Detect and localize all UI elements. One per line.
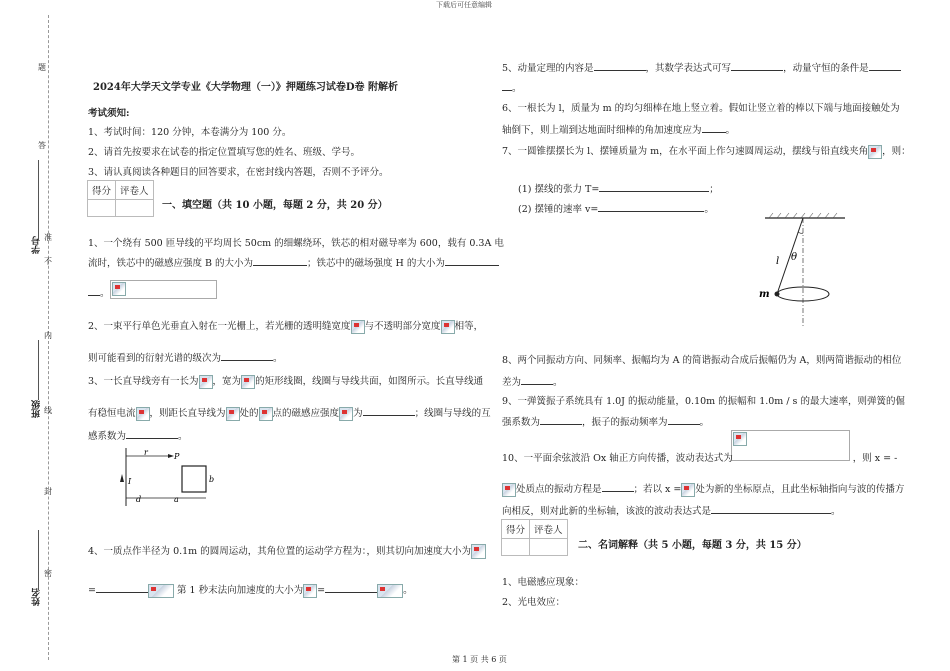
- q10-text-d: ；若以 x =: [633, 484, 682, 495]
- q6-answer[interactable]: [702, 123, 726, 133]
- q4-answer-an[interactable]: [325, 583, 377, 593]
- seal-char-1: 题: [38, 63, 46, 72]
- q6-end: 。: [725, 125, 736, 136]
- seal-char-7: 封: [44, 487, 52, 496]
- q3-text-i: ；线圈与导线的互: [414, 408, 491, 419]
- q3-fig-b: b: [209, 475, 215, 484]
- q7-text-b: ，则：: [882, 146, 911, 157]
- q2-text-a: 2、一束平行单色光垂直入射在一光栅上，若光栅的透明缝宽度: [88, 321, 351, 332]
- q2-end: 。: [273, 353, 283, 364]
- q5-answer-content[interactable]: [594, 61, 646, 71]
- q10-text-a: 10、一平面余弦波沿 Ox 轴正方向传播，波动表达式为: [502, 453, 733, 464]
- q3-line2: [88, 405, 491, 421]
- formula-image-icon: [681, 483, 695, 497]
- q5-text-c: ，动量守恒的条件是: [783, 63, 869, 74]
- q3-fig-P: P: [174, 452, 180, 461]
- q8-line1: 8、两个同振动方向、同频率、振幅均为 A 的简谐振动合成后振幅仍为 A，则两简谐振动的相位: [502, 355, 902, 366]
- q10-line2: [502, 481, 904, 497]
- q3-answer-M[interactable]: [126, 429, 178, 439]
- grader-label: 评卷人: [530, 520, 568, 539]
- q2-answer[interactable]: [221, 351, 273, 361]
- q9-text-a: 强系数为: [502, 417, 541, 428]
- q1-answer-H[interactable]: [445, 256, 499, 266]
- seal-char-4: 不: [44, 257, 52, 266]
- q3-fig-d: d: [136, 495, 142, 504]
- q9-line2: [502, 414, 709, 428]
- q6-line1: 6、一根长为 l，质量为 m 的均匀细棒在地上竖立着。假如让竖立着的棒以下端与地面接触处为: [502, 103, 900, 114]
- q7-answer-T[interactable]: [599, 182, 709, 192]
- q4-line2: [88, 582, 413, 598]
- score-table-2: [501, 519, 568, 556]
- seal-char-6: 线: [44, 406, 52, 415]
- student-id-field[interactable]: [38, 160, 40, 240]
- q3-fig-I: I: [128, 477, 132, 486]
- q1-text-b: ；铁芯中的磁场强度 H 的大小为: [307, 258, 445, 269]
- notice-heading: 考试须知:: [88, 108, 130, 119]
- q5-answer-cond[interactable]: [869, 61, 901, 71]
- q3-text-j: 感系数为: [88, 431, 127, 442]
- q8-text: 差为: [502, 377, 522, 388]
- q1-formula-image: [110, 280, 217, 299]
- q7-sub1-text: (1) 摆线的张力 T=: [518, 184, 600, 195]
- q3-text-a: 3、一长直导线旁有一长为: [88, 376, 199, 387]
- q3-text-g: 点的磁感应强度: [272, 408, 340, 419]
- grader-label: 评卷人: [116, 181, 154, 200]
- exam-title: 2024年大学天文学专业《大学物理（一）》押题练习试卷D卷 附解析: [93, 82, 398, 93]
- seal-char-5: 内: [44, 331, 52, 340]
- class-field[interactable]: [38, 340, 40, 400]
- student-id-label: 学号: [32, 236, 42, 254]
- q1-answer-H-cont[interactable]: [88, 286, 100, 296]
- q5-text-b: ，其数学表达式可写: [645, 63, 732, 74]
- q3-wire-loop-figure: [108, 446, 228, 508]
- q3-text-f: 处的: [239, 408, 259, 419]
- q10-answer-wave[interactable]: [711, 504, 831, 514]
- q10-text-b: ，则 x = -: [852, 453, 898, 464]
- section1-heading: 一、填空题（共 10 小题，每题 2 分，共 20 分）: [162, 200, 388, 211]
- formula-image-icon: [259, 407, 273, 421]
- q3-text-b: ，宽为: [212, 376, 242, 387]
- q7-line1: [502, 143, 911, 159]
- header-note: 下载后可任意编辑: [436, 1, 492, 9]
- q7-fig-l: l: [776, 256, 780, 267]
- formula-image-icon: [471, 544, 486, 559]
- q6-line2: [502, 122, 735, 136]
- q10-text-c: 处质点的振动方程是: [516, 484, 602, 495]
- notice-item: 1、考试时间：120 分钟，本卷满分为 100 分。: [88, 127, 292, 138]
- q9-line1: 9、一弹簧振子系统具有 1.0J 的振动能量，0.10m 的振幅和 1.0m / s 的最大速率，则弹簧的倔: [502, 396, 905, 407]
- q5-end: 。: [512, 83, 522, 94]
- q5-text-a: 5、动量定理的内容是: [502, 63, 594, 74]
- formula-image-icon: [112, 282, 126, 296]
- score-label: 得分: [88, 181, 116, 200]
- q10-text-e: 处为新的坐标原点，且此坐标轴指向与波的传播方: [695, 484, 905, 495]
- formula-image-icon: [199, 375, 213, 389]
- q3-text-e: ，则距长直导线为: [149, 408, 226, 419]
- formula-image-icon: [502, 483, 516, 497]
- formula-image-icon: [136, 407, 150, 421]
- class-label: 班级: [32, 400, 42, 418]
- score-cell[interactable]: [502, 539, 530, 556]
- q3-fig-r: r: [144, 448, 148, 457]
- q7-sub2-end: 。: [704, 204, 714, 215]
- q2-text-c: 相等，: [454, 321, 484, 332]
- q2-line2: [88, 350, 283, 364]
- q3-line3: [88, 428, 188, 442]
- notice-item: 3、请认真阅读各种题目的回答要求，在密封线内答题，否则不予评分。: [88, 167, 389, 178]
- formula-image-icon: [733, 432, 747, 446]
- grader-cell[interactable]: [530, 539, 568, 556]
- q10-line1: [502, 450, 897, 464]
- formula-image-icon: [226, 407, 240, 421]
- q3-line1: [88, 373, 483, 389]
- q3-text-d: 有稳恒电流: [88, 408, 136, 419]
- formula-image-icon: [868, 145, 882, 159]
- q8-end: 。: [553, 377, 563, 388]
- q3-fig-a: a: [174, 495, 179, 504]
- q10-end: 。: [831, 506, 841, 517]
- q2-line1: [88, 318, 483, 334]
- q5-line2: [502, 80, 522, 94]
- q2-text-d: 则可能看到的衍射光谱的级次为: [88, 353, 222, 364]
- notice-item: 2、请首先按要求在试卷的指定位置填写您的姓名、班级、学号。: [88, 147, 361, 158]
- q4-text-b: 第 1 秒末法向加速度的大小为: [177, 585, 304, 596]
- formula-image-icon: [241, 375, 255, 389]
- q4-end: 。: [403, 585, 413, 596]
- q1-text-a: 流时，铁芯中的磁感应强度 B 的大小为: [88, 258, 254, 269]
- q10-answer-vib[interactable]: [602, 482, 634, 492]
- q4-line1: [88, 543, 486, 559]
- q7-answer-v[interactable]: [598, 202, 704, 212]
- q7-sub1-end: ；: [709, 184, 719, 195]
- q7-text-a: 7、一圆锥摆摆长为 l、摆锤质量为 m，在水平面上作匀速圆周运动，摆线与铅直线夹角: [502, 146, 869, 157]
- q7-sub1: [518, 181, 719, 195]
- q3-text-h: 为: [353, 408, 363, 419]
- formula-image-icon: [351, 320, 365, 334]
- q4-eq2: =: [317, 585, 326, 596]
- score-cell[interactable]: [88, 200, 116, 217]
- grader-cell[interactable]: [116, 200, 154, 217]
- q9-text-b: ，振子的振动频率为: [582, 417, 668, 428]
- q7-fig-theta: θ: [791, 252, 798, 263]
- q5-line1: [502, 60, 901, 74]
- seal-char-3: 准: [44, 233, 52, 242]
- score-label: 得分: [502, 520, 530, 539]
- formula-image-icon: [441, 320, 455, 334]
- q3-end: 。: [178, 431, 188, 442]
- q10-text-f: 向相反，则对此新的坐标轴，该波的波动表达式是: [502, 506, 712, 517]
- name-label: 姓名: [32, 588, 42, 606]
- q7-fig-m: m: [759, 289, 770, 300]
- q1-line3: [88, 285, 110, 299]
- q4-eq1: =: [88, 585, 96, 596]
- q8-answer[interactable]: [521, 375, 553, 385]
- q1-line2: [88, 255, 499, 269]
- q9-answer-f[interactable]: [668, 415, 700, 425]
- term-item: 2、光电效应：: [502, 597, 566, 608]
- q7-sub2-text: (2) 摆锤的速率 v=: [518, 204, 599, 215]
- q7-sub2: [518, 201, 714, 215]
- name-field[interactable]: [38, 530, 40, 590]
- formula-image-icon: [339, 407, 353, 421]
- q4-text-a: 4、一质点作半径为 0.1m 的圆周运动，其角位置的运动学方程为：，则其切向加速度大小为: [88, 546, 471, 557]
- q3-text-c: 的矩形线圈，线圈与导线共面，如图所示。长直导线通: [255, 376, 484, 387]
- q9-answer-k[interactable]: [540, 415, 582, 425]
- q8-line2: [502, 374, 563, 388]
- q1-answer-B[interactable]: [253, 256, 307, 266]
- q7-conical-pendulum-figure: [755, 212, 855, 334]
- q3-answer-B[interactable]: [363, 406, 415, 416]
- q1-line1: 1、一个绕有 500 匝导线的平均周长 50cm 的细螺绕环，铁芯的相对磁导率为 600，载有 0.3A 电: [88, 238, 504, 249]
- q5-answer-expr[interactable]: [731, 61, 783, 71]
- formula-image-icon: [377, 584, 403, 598]
- formula-image-icon: [303, 584, 317, 598]
- score-table: [87, 180, 154, 217]
- section2-heading: 二、名词解释（共 5 小题，每题 3 分，共 15 分）: [578, 540, 807, 551]
- q4-answer-at[interactable]: [96, 583, 148, 593]
- term-item: 1、电磁感应现象：: [502, 577, 585, 588]
- q5-answer-cond-cont[interactable]: [502, 81, 512, 91]
- seal-char-8: 密: [44, 569, 52, 578]
- formula-image-icon: [148, 584, 174, 598]
- q1-end: 。: [100, 288, 110, 299]
- q6-text: 轴倒下，则上端到达地面时细棒的角加速度应为: [502, 125, 702, 136]
- q2-text-b: 与不透明部分宽度: [364, 321, 441, 332]
- seal-char-2: 答: [38, 141, 46, 150]
- page-footer: 第 1 页 共 6 页: [452, 655, 507, 664]
- q9-end: 。: [699, 417, 710, 428]
- q10-line3: [502, 503, 841, 517]
